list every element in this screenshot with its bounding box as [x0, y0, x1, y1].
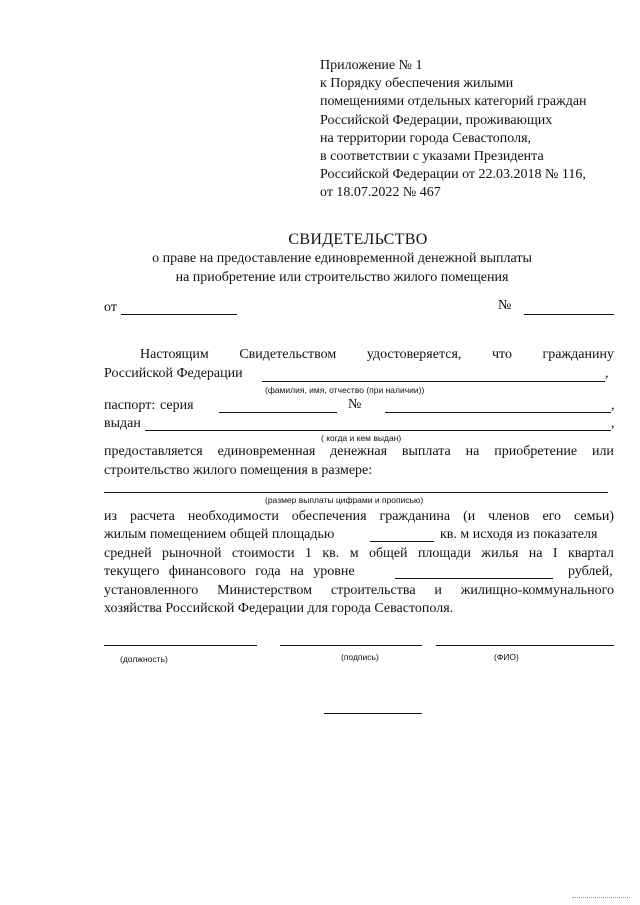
rf-label: Российской Федерации	[104, 366, 243, 381]
calc-word: квартал	[567, 546, 614, 561]
calc-word: кв.	[322, 546, 340, 561]
passport-label: паспорт:	[104, 398, 156, 413]
appendix-block	[320, 57, 587, 203]
position-hint: (должность)	[120, 654, 168, 664]
issued-field[interactable]	[145, 430, 611, 431]
calc-word: установленного	[104, 583, 199, 598]
fio-hint: (фамилия, имя, отчество (при наличии))	[265, 385, 425, 395]
intro-word: удостоверяется,	[366, 347, 462, 362]
calc-line: текущего финансового года на уровне	[104, 564, 355, 579]
intro-line	[140, 347, 614, 363]
appendix-line: на территории города Севастополя,	[320, 130, 532, 146]
grant-word: денежная	[330, 444, 388, 459]
calc-word: обеспечения	[291, 509, 367, 524]
price-field[interactable]	[395, 578, 553, 579]
scan-artifact	[572, 897, 630, 898]
appendix-line: Российской Федерации от 22.03.2018 № 116,	[320, 167, 586, 183]
comma: ,	[611, 398, 615, 413]
position-field[interactable]	[104, 645, 257, 646]
intro-word: гражданину	[542, 347, 614, 362]
calc-line	[104, 583, 614, 599]
passport-number-field[interactable]	[385, 412, 611, 413]
fio-field[interactable]	[262, 381, 605, 382]
appendix-line: помещениями отдельных категорий граждан	[320, 94, 587, 110]
calc-word: его	[542, 509, 562, 524]
calc-word: расчета	[129, 509, 175, 524]
issued-label: выдан	[104, 416, 141, 431]
passport-series-label: серия	[160, 398, 194, 413]
number-label: №	[498, 298, 512, 313]
closing-separator	[324, 713, 422, 714]
calc-word: из	[104, 509, 118, 524]
calc-line	[104, 546, 614, 562]
amount-hint: (размер выплаты цифрами и прописью)	[265, 495, 424, 505]
calc-line: хозяйства Российской Федерации для города Севастополя.	[104, 601, 454, 616]
intro-word: Свидетельством	[239, 347, 337, 362]
appendix-line: в соответствии с указами Президента	[320, 149, 544, 165]
calc-word: общей	[368, 546, 408, 561]
calc-word: строительства	[330, 583, 416, 598]
calc-line: рублей,	[568, 564, 613, 579]
calc-word: 1	[304, 546, 312, 561]
from-label: от	[104, 300, 117, 315]
grant-word: или	[591, 444, 614, 459]
passport-series-field[interactable]	[219, 412, 337, 413]
calc-word: Министерством	[217, 583, 312, 598]
intro-word: Настоящим	[140, 347, 209, 362]
calc-word: гражданина	[379, 509, 451, 524]
grant-line: строительство жилого помещения в размере:	[104, 463, 373, 478]
issued-hint: ( когда и кем выдан)	[321, 433, 402, 443]
certificate-number-field[interactable]	[524, 314, 614, 315]
grant-line	[104, 444, 614, 460]
comma: ,	[605, 366, 609, 381]
calc-word: (и	[463, 509, 476, 524]
fio-hint: (ФИО)	[494, 652, 519, 662]
appendix-line: от 18.07.2022 № 467	[320, 185, 441, 201]
appendix-line: Приложение № 1	[320, 58, 423, 73]
area-field[interactable]	[370, 541, 434, 542]
date-field[interactable]	[121, 314, 237, 315]
intro-word: что	[491, 347, 512, 362]
calc-word: площади	[417, 546, 472, 561]
calc-line: кв. м исходя из показателя	[440, 527, 598, 542]
calc-word: членов	[488, 509, 530, 524]
calc-word: стоимости	[231, 546, 295, 561]
comma: ,	[611, 416, 615, 431]
passport-number-label: №	[348, 397, 362, 412]
appendix-line: к Порядку обеспечения жилыми	[320, 76, 514, 92]
fio-signature-field[interactable]	[436, 645, 614, 646]
calc-word: жилья	[481, 546, 519, 561]
document-title: СВИДЕТЕЛЬСТВО	[288, 231, 428, 248]
grant-word: приобретение	[494, 444, 578, 459]
calc-line	[104, 509, 614, 525]
grant-word: на	[465, 444, 480, 459]
document-subtitle-line: о праве на предоставление единовременной денежной выплаты	[152, 251, 532, 266]
appendix-line: Российской Федерации, проживающих	[320, 112, 553, 128]
grant-word: единовременная	[217, 444, 316, 459]
calc-word: семьи)	[573, 509, 614, 524]
calc-word: рыночной	[161, 546, 222, 561]
document-subtitle-line: на приобретение или строительство жилого помещения	[175, 270, 509, 285]
calc-word: I	[552, 546, 558, 561]
signature-field[interactable]	[280, 645, 422, 646]
amount-field[interactable]	[104, 492, 608, 493]
grant-word: предоставляется	[104, 444, 203, 459]
calc-word: на	[528, 546, 543, 561]
calc-word: и	[434, 583, 442, 598]
calc-word: необходимости	[187, 509, 279, 524]
grant-word: выплата	[401, 444, 451, 459]
signature-hint: (подпись)	[341, 652, 379, 662]
calc-word: м	[349, 546, 359, 561]
calc-word: средней	[104, 546, 152, 561]
calc-line: жилым помещением общей площадью	[104, 527, 335, 542]
calc-word: жилищно-коммунального	[460, 583, 614, 598]
